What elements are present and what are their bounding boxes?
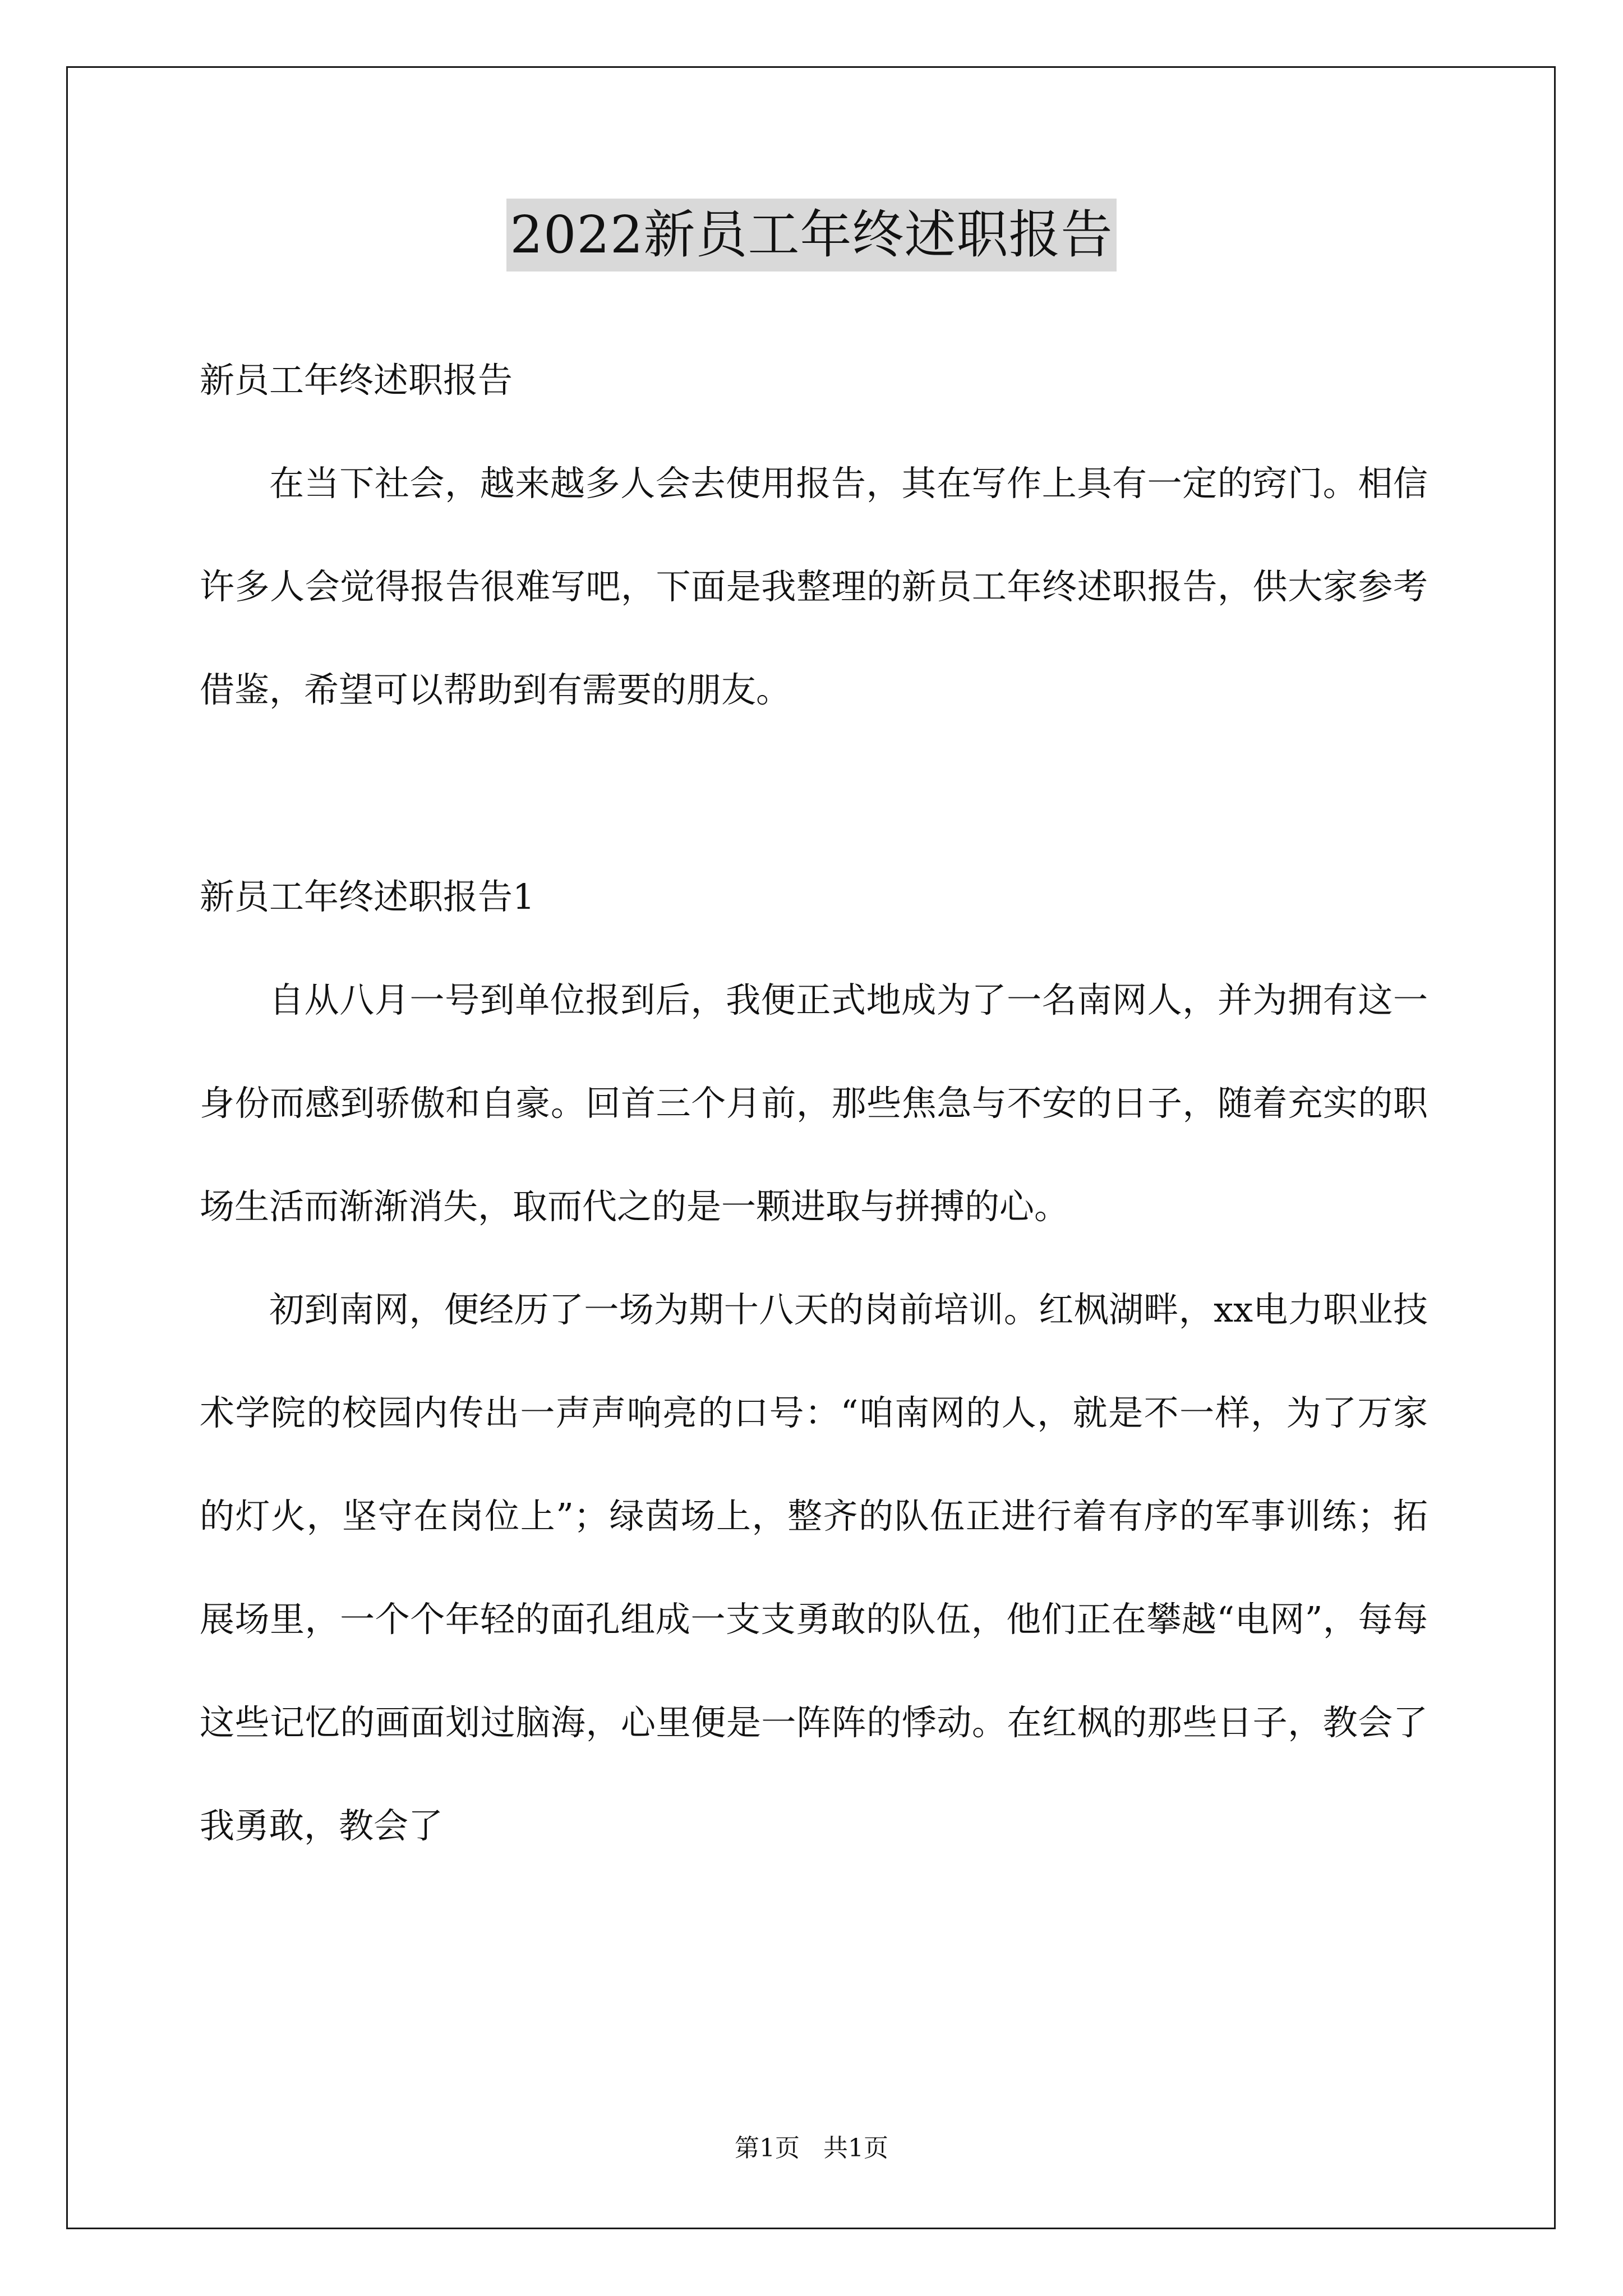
- body-paragraph-2: 初到南网，便经历了一场为期十八天的岗前培训。红枫湖畔，xx电力职业技术学院的校园内传出一声声响亮的口号：“咱南网的人，就是不一样，为了万家的灯火，坚守在岗位上”；绿茵场上，整齐的队伍正进行着有序的军事训练；拓展场里，一个个年轻的面孔组成一支支勇敢的队伍，他们正在攀越“电网”，每每这些记忆的画面划过脑海，心里便是一阵阵的悸动。在红枫的那些日子，教会了我勇敢，教会了: [200, 1289, 1428, 1846]
- intro-paragraph: 在当下社会，越来越多人会去使用报告，其在写作上具有一定的窍门。相信许多人会觉得报告很难写吧，下面是我整理的新员工年终述职报告，供大家参考借鉴，希望可以帮助到有需要的朋友。: [200, 463, 1428, 710]
- body-paragraph-1: 自从八月一号到单位报到后，我便正式地成为了一名南网人，并为拥有这一身份而感到骄傲和自豪。回首三个月前，那些焦急与不安的日子，随着充实的职场生活而渐渐消失，取而代之的是一颗进取与拼搏的心。: [200, 979, 1428, 1227]
- page-number: 第1页: [735, 2134, 800, 2162]
- document-title: 2022新员工年终述职报告: [506, 199, 1116, 272]
- page-footer: [0, 2132, 1623, 2165]
- section-body: [200, 949, 1428, 1878]
- title-container: [0, 199, 1623, 272]
- page-total: 共1页: [823, 2134, 888, 2162]
- document-subtitle: 新员工年终述职报告: [200, 360, 513, 401]
- section-heading: 新员工年终述职报告1: [200, 876, 535, 917]
- intro-block: [200, 432, 1428, 742]
